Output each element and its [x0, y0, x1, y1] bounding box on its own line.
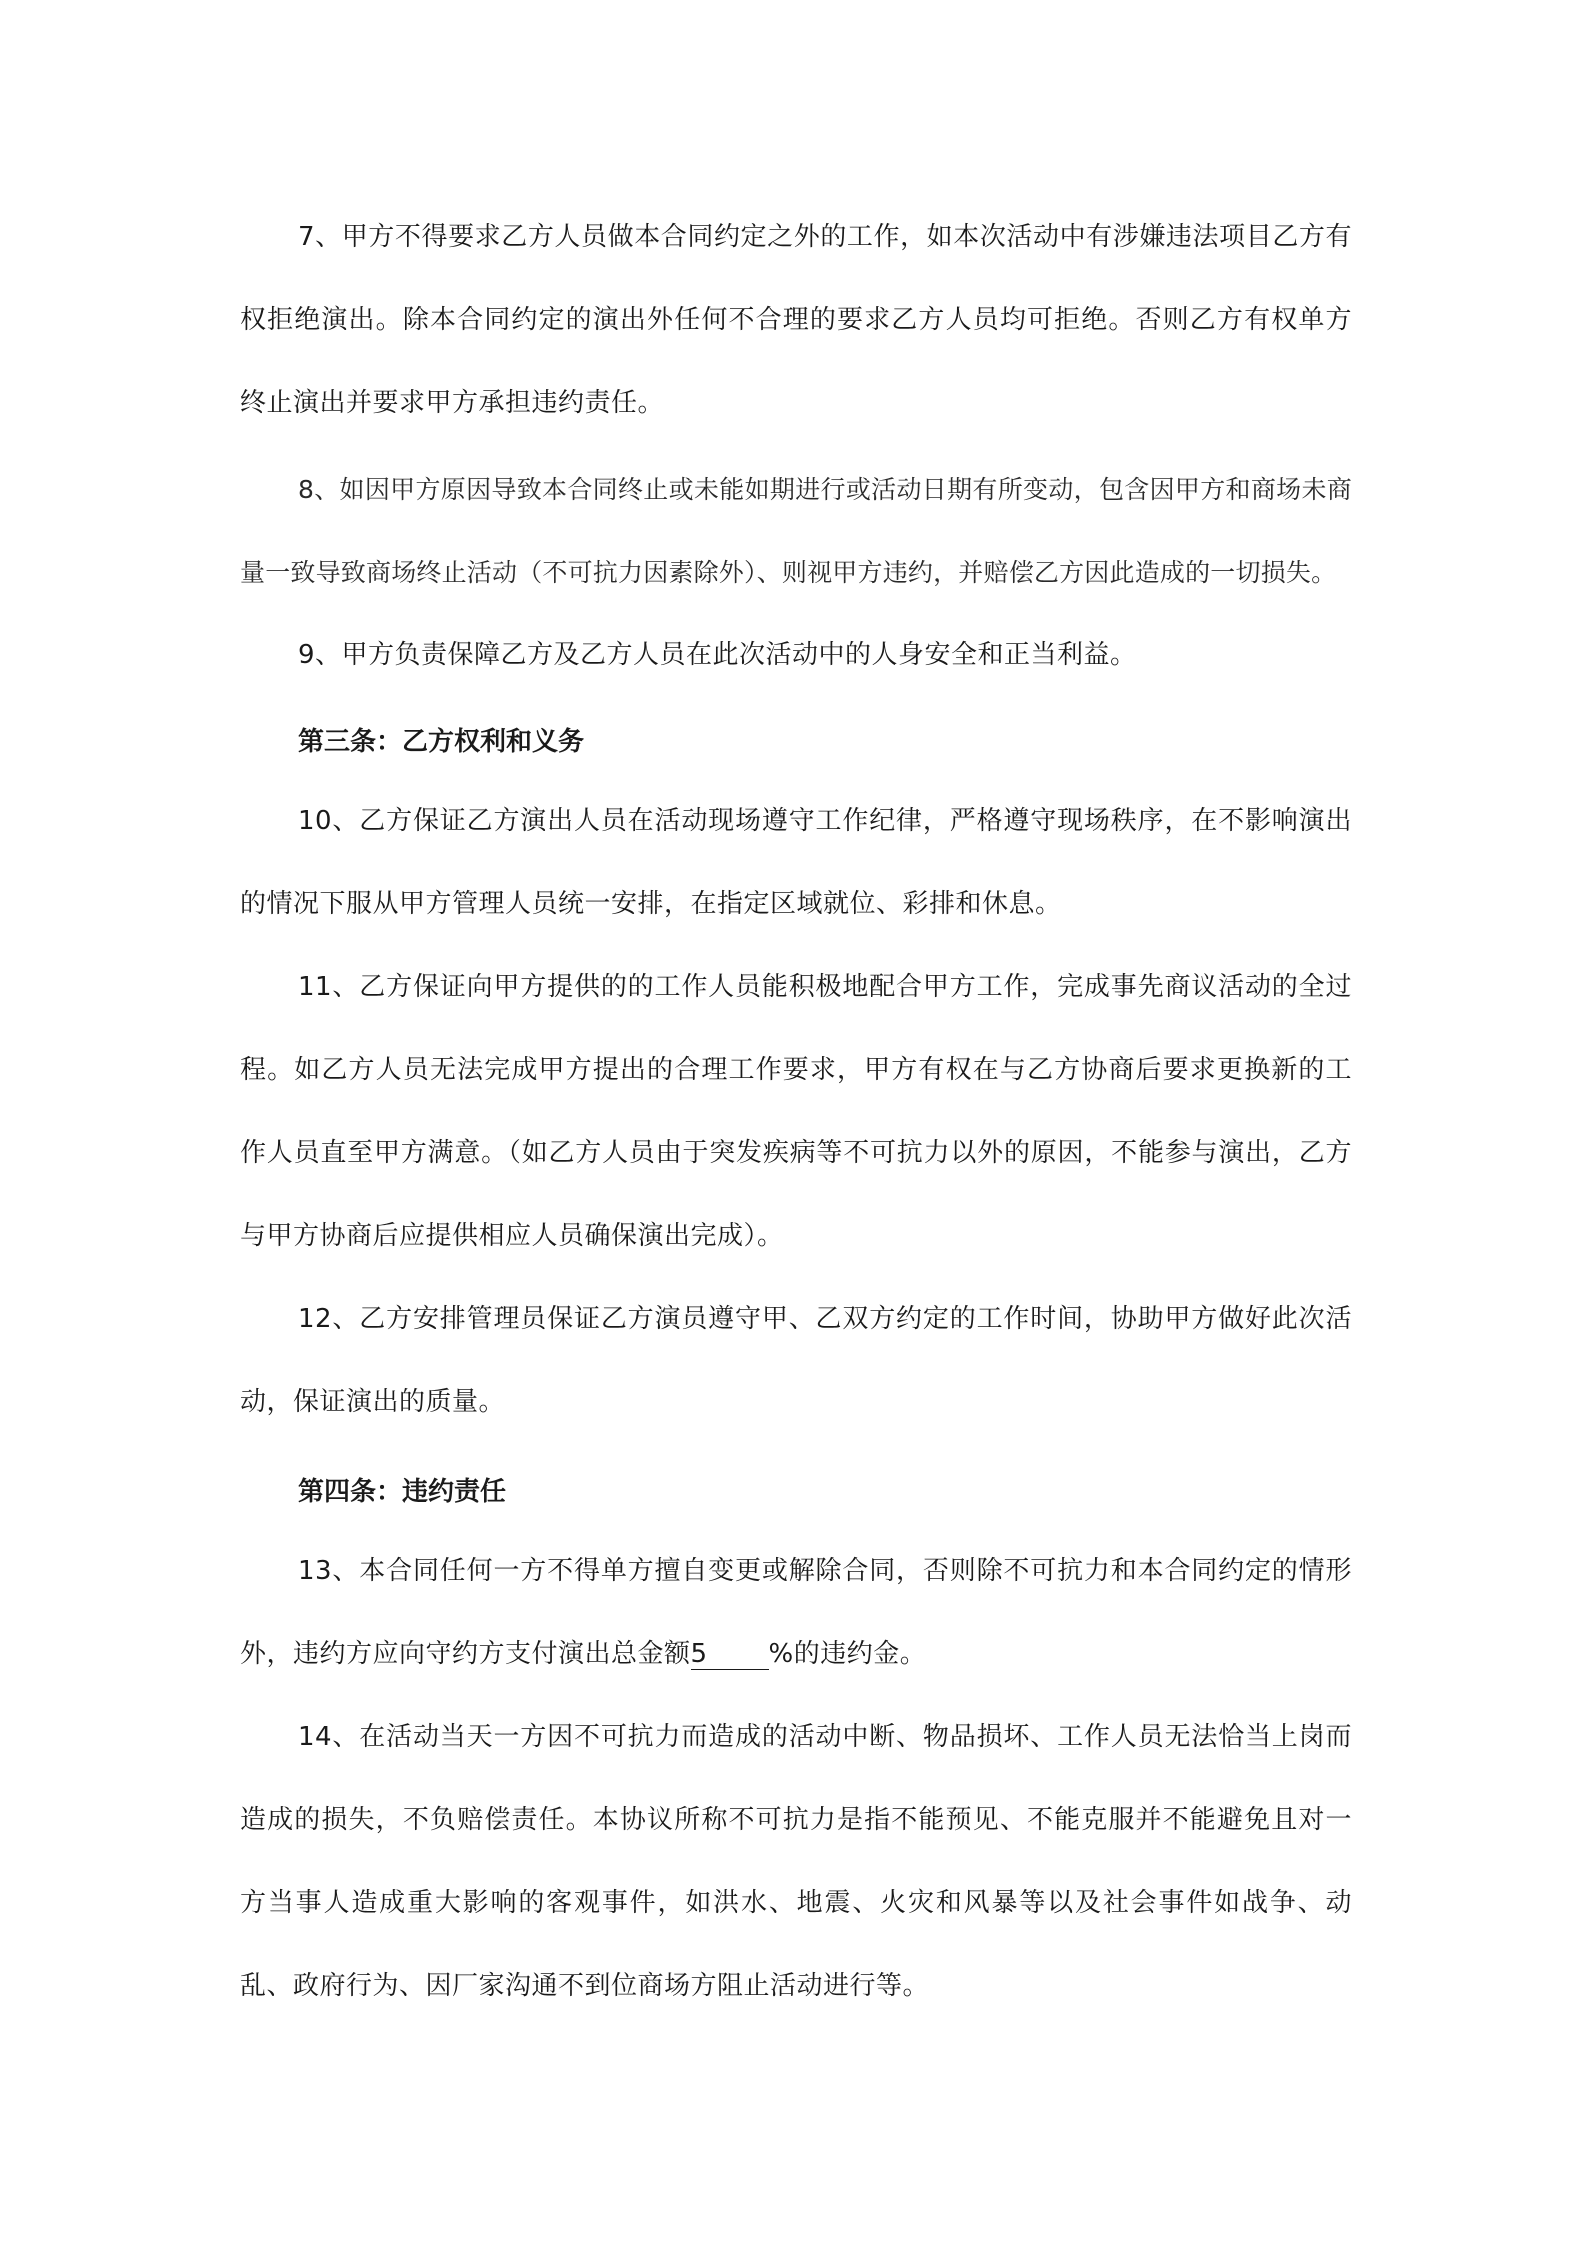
- section-heading-4: 第四条：违约责任: [298, 1477, 507, 1507]
- clause-9: 9、甲方负责保障乙方及乙方人员在此次活动中的人身安全和正当利益。: [298, 640, 1137, 670]
- clause-7: 7、甲方不得要求乙方人员做本合同约定之外的工作，如本次活动中有涉嫌违法项目乙方有权拒绝演出。除本合同约定的演出外任何不合理的要求乙方人员均可拒绝。否则乙方有权单方终止演出并要求甲方承担违约责任。: [240, 222, 1352, 418]
- clause-13-text: 13、本合同任何一方不得单方擅自变更或解除合同，否则除不可抗力和本合同约定的情形外，违约方应向守约方支付演出总金额: [240, 1556, 1352, 1669]
- clause-8: 8、如因甲方原因导致本合同终止或未能如期进行或活动日期有所变动，包含因甲方和商场未商量一致导致商场终止活动（不可抗力因素除外）、则视甲方违约，并赔偿乙方因此造成的一切损失。: [240, 475, 1352, 587]
- clause-11: 11、乙方保证向甲方提供的的工作人员能积极地配合甲方工作，完成事先商议活动的全过程。如乙方人员无法完成甲方提出的合理工作要求，甲方有权在与乙方协商后要求更换新的工作人员直至甲方满意。（如乙方人员由于突发疾病等不可抗力以外的原因，不能参与演出，乙方与甲方协商后应提供相应人员确保演出完成）。: [240, 972, 1352, 1251]
- clause-13: [240, 1530, 1352, 1696]
- clause-13-suffix: %的违约金。: [768, 1639, 927, 1669]
- clause-10: 10、乙方保证乙方演出人员在活动现场遵守工作纪律，严格遵守现场秩序，在不影响演出的情况下服从甲方管理人员统一安排，在指定区域就位、彩排和休息。: [240, 806, 1352, 919]
- clause-12: 12、乙方安排管理员保证乙方演员遵守甲、乙双方约定的工作时间，协助甲方做好此次活动，保证演出的质量。: [240, 1304, 1352, 1417]
- section-heading-3: 第三条：乙方权利和义务: [298, 727, 585, 757]
- clause-14: 14、在活动当天一方因不可抗力而造成的活动中断、物品损坏、工作人员无法恰当上岗而造成的损失，不负赔偿责任。本协议所称不可抗力是指不能预见、不能克服并不能避免且对一方当事人造成重大影响的客观事件，如洪水、地震、火灾和风暴等以及社会事件如战争、动乱、政府行为、因厂家沟通不到位商场方阻止活动进行等。: [240, 1722, 1352, 2001]
- penalty-percent-blank: 5: [691, 1639, 769, 1670]
